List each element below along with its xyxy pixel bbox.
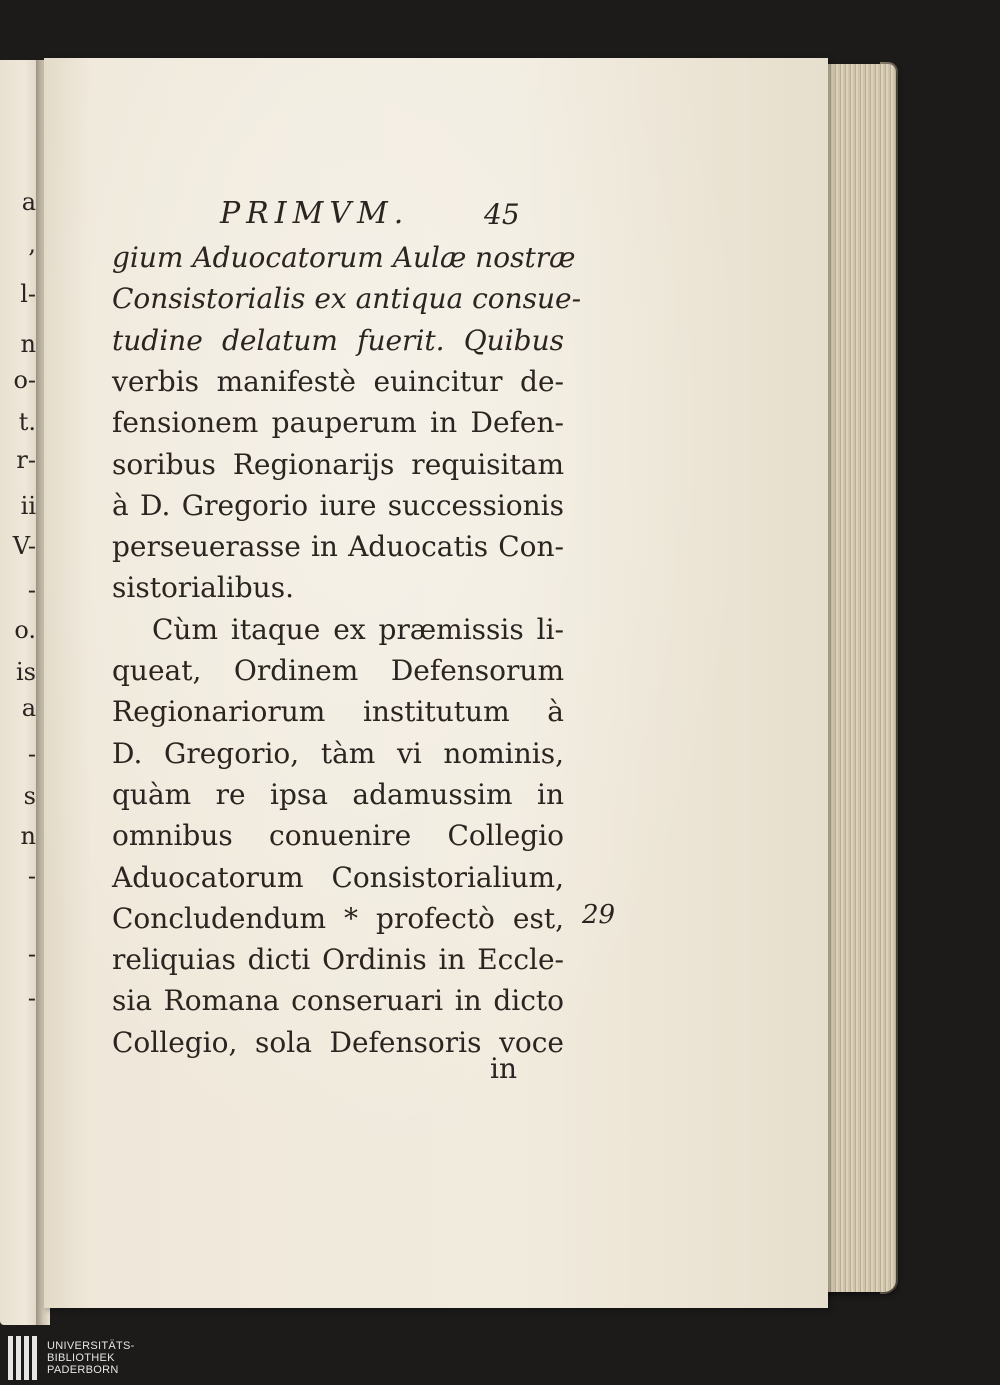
logo-line-1: UNIVERSITÄTS- [47,1340,135,1352]
previous-page-fragment: - [27,940,36,968]
previous-page-fragment: ii [20,492,36,520]
catchword: in [490,1052,517,1085]
text-line: sia Romana conseruari in dicto [112,984,564,1017]
text-line: Regionariorum institutum à [112,695,564,728]
previous-page-fragment: n [20,822,36,850]
library-logo [8,1335,135,1381]
text-line: perseuerasse in Aduocatis Con- [112,530,564,563]
previous-page-fragment: - [27,984,36,1012]
previous-page-fragment: s [23,782,36,810]
text-line: fensionem pauperum in Defen- [112,406,564,439]
previous-page-fragment: n [20,330,36,358]
previous-page-fragment: V- [12,532,36,560]
text-line: queat, Ordinem Defensorum [112,654,564,687]
previous-page-fragment: - [27,576,36,604]
text-line: Cùm itaque ex præmissis li- [152,613,564,646]
page-block-edges [818,64,896,1292]
previous-page-fragment: o. [14,616,36,644]
page-number: 45 [484,198,520,231]
text-line: omnibus conuenire Collegio [112,819,564,852]
logo-line-2: BIBLIOTHEK [47,1352,115,1364]
text-line: à D. Gregorio iure successionis [112,489,564,522]
text-line: soribus Regionarijs requisitam [112,448,564,481]
previous-page-fragment: a [21,694,36,722]
logo-line-3: PADERBORN [47,1364,119,1376]
previous-page-fragment: o- [13,366,36,394]
text-line: sistorialibus. [112,571,294,604]
text-line: Aduocatorum Consistorialium, [112,861,564,894]
previous-page-fragment: - [27,862,36,890]
previous-page-fragment: a [21,188,36,216]
running-head: PRIMVM. [220,196,410,231]
library-logo-mark-icon [8,1336,37,1380]
previous-page-fragment: - [27,740,36,768]
text-line: gium Aduocatorum Aulæ nostræ [112,241,576,274]
text-line: Consistorialis ex antiqua consue- [112,282,582,315]
text-line: tudine delatum fuerit. Quibus [112,324,564,357]
previous-page-fragment: r- [16,446,36,474]
previous-page-fragment: l- [20,280,36,308]
text-line: quàm re ipsa adamussim in [112,778,564,811]
previous-page-fragment: is [16,658,36,686]
text-line: Collegio, sola Defensoris voce [112,1026,564,1059]
text-line: verbis manifestè euincitur de- [112,365,564,398]
text-line: D. Gregorio, tàm vi nominis, [112,737,564,770]
previous-page-fragment: , [28,230,36,258]
text-line: reliquias dicti Ordinis in Eccle- [112,943,564,976]
library-logo-text [47,1340,135,1376]
margin-note: 29 [582,900,616,930]
text-line: Concludendum * profectò est, [112,902,564,935]
previous-page-fragment: t. [18,408,36,436]
